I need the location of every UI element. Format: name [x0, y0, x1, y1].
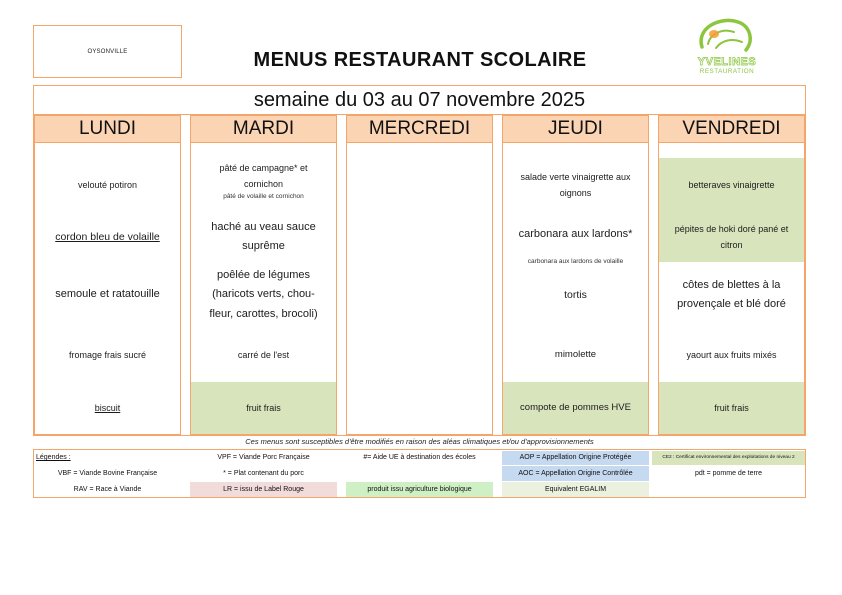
day-header: VENDREDI [659, 116, 804, 143]
week-label: semaine du 03 au 07 novembre 2025 [34, 86, 805, 115]
menu-item-4 [191, 328, 336, 382]
menu-item-2 [503, 212, 648, 265]
legend-table [33, 449, 806, 498]
menu-item-text: carré de l'est [237, 350, 290, 360]
day-column-mardi [190, 115, 337, 435]
menu-item-text: compote de pommes HVE [520, 402, 631, 413]
legend-item-porc: * = Plat contenant du porc [223, 469, 304, 477]
menu-item-text: semoule et ratatouille [55, 288, 160, 301]
school-name: OYSONVILLE [87, 48, 128, 55]
menu-item-1 [35, 158, 180, 212]
day-column-vendredi [658, 115, 805, 435]
day-header: LUNDI [35, 116, 180, 143]
legend-item-aop: AOP = Appellation Origine Protégée [502, 451, 649, 465]
menu-item-text: tortis [564, 288, 587, 301]
menu-item-4 [35, 328, 180, 382]
menu-item-2 [191, 212, 336, 262]
yvelines-restauration-logo [686, 14, 768, 78]
menu-item-text: cordon bleu de volaille [55, 230, 160, 243]
menu-item-1 [503, 158, 648, 212]
menu-item-2 [659, 212, 804, 262]
legend-item-pdt: pdt = pomme de terre [694, 469, 763, 477]
menu-item-note: pâté de volaille et cornichon [223, 193, 304, 200]
day-column-mercredi [346, 115, 493, 435]
menu-item-1 [659, 158, 804, 212]
menu-item-text: biscuit [94, 403, 121, 413]
menu-item-text: pâté de campagne* et cornichon [219, 163, 308, 189]
menu-item-text: yaourt aux fruits mixés [686, 350, 777, 360]
logo-line1: YVELINES [697, 56, 757, 68]
menu-item-note: carbonara aux lardons de volaille [527, 257, 624, 265]
menu-item-text: velouté potiron [77, 180, 138, 190]
menu-item-text: côtes de blettes à la provençale et blé doré [677, 278, 786, 310]
logo-line2: RESTAURATION [699, 68, 755, 75]
menu-item-text: carbonara aux lardons* [518, 228, 633, 240]
legend-item-ce2: CE2 : Certificat environnemental des exploitations de niveau 2 [652, 451, 805, 465]
disclaimer: Ces menus sont susceptibles d'être modifiés en raison des aléas climatiques et/ou d'approvisionnements [245, 437, 594, 446]
legend-item-rav: RAV = Race à Viande [73, 485, 142, 493]
day-header: MARDI [191, 116, 336, 143]
legend-title: Légendes : [36, 454, 71, 461]
menu-item-text: fromage frais sucré [68, 350, 147, 360]
menu-item-4 [659, 328, 804, 382]
menu-item-text: fruit frais [246, 403, 281, 413]
menu-item-text: fruit frais [714, 403, 749, 413]
legend-item-aide-ue: #= Aide UE à destination des écoles [363, 454, 476, 461]
menu-item-text: poêlée de légumes (haricots verts, chou-fleur, carottes, brocoli) [209, 268, 318, 320]
menu-item-4 [503, 328, 648, 382]
menu-item-3 [503, 262, 648, 328]
menu-item-text: mimolette [554, 349, 597, 360]
menu-item-2 [35, 212, 180, 262]
legend-item-vbf: VBF = Viande Bovine Française [57, 469, 158, 477]
day-header: MERCREDI [347, 116, 492, 143]
legend-item-aoc: AOC = Appellation Origine Contrôlée [502, 466, 649, 481]
day-column-lundi [34, 115, 181, 435]
legend-item-egalim: Equivalent EGALIM [502, 482, 649, 497]
legend-item-label-rouge: LR = issu de Label Rouge [190, 482, 337, 497]
page-title: MENUS RESTAURANT SCOLAIRE [253, 49, 587, 71]
menu-item-1 [191, 158, 336, 212]
legend-item-bio: produit issu agriculture biologique [346, 482, 493, 497]
menu-item-5 [659, 382, 804, 434]
school-name-box [33, 25, 182, 78]
menu-item-text: pépites de hoki doré pané et citron [674, 224, 789, 250]
menu-item-text: betteraves vinaigrette [688, 180, 775, 190]
legend-item-vpf: VPF = Viande Porc Française [217, 454, 310, 461]
menu-item-3 [659, 262, 804, 328]
menu-item-5 [35, 382, 180, 434]
menu-item-3 [191, 262, 336, 328]
menu-item-5 [503, 382, 648, 434]
menu-item-5 [191, 382, 336, 434]
menu-item-text: salade verte vinaigrette aux oignons [520, 172, 631, 198]
day-header: JEUDI [503, 116, 648, 143]
menu-item-3 [35, 262, 180, 328]
menu-item-text: haché au veau sauce suprême [211, 220, 316, 252]
day-column-jeudi [502, 115, 649, 435]
